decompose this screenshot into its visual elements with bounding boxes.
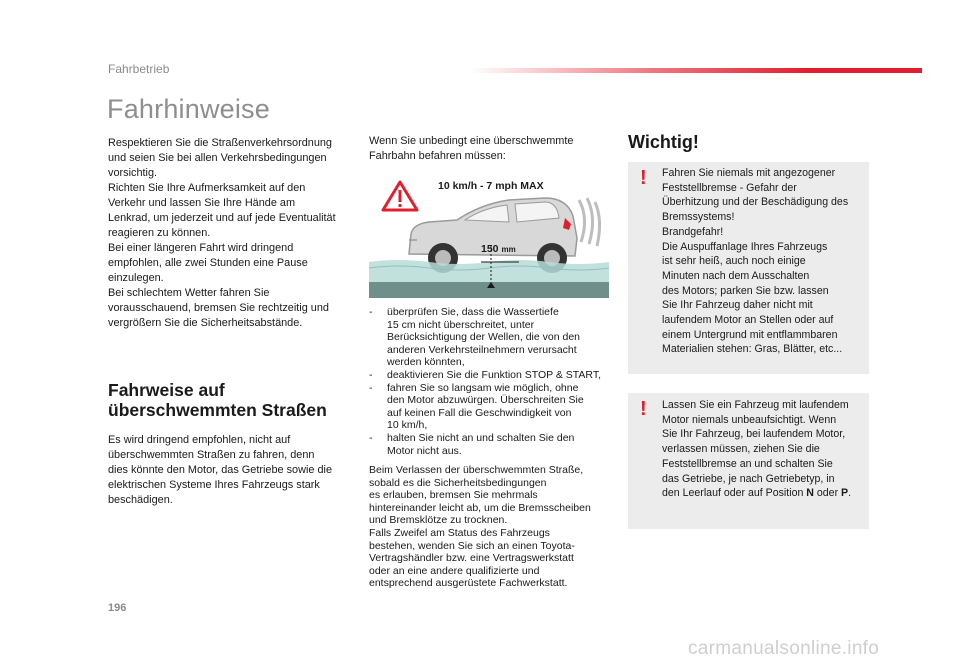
exclamation-icon: ! xyxy=(640,398,647,420)
flood-steps-list xyxy=(369,306,617,457)
warning-box-parking-brake xyxy=(628,162,869,374)
list-item xyxy=(369,382,617,432)
list-dash: - xyxy=(369,306,373,318)
list-item-text: deaktivieren Sie die Funktion STOP & START, xyxy=(387,368,601,381)
header-accent-bar xyxy=(470,68,922,73)
flood-heading: Fahrweise auf überschwemmten Straßen xyxy=(108,380,327,420)
gear-neutral: N xyxy=(806,487,814,500)
page-title: Fahrhinweise xyxy=(107,94,270,124)
intro-paragraph: Respektieren Sie die Straßenverkehrsordnung und seien Sie bei allen Verkehrsbedingungen vorsichtig. Richten Sie Ihre Aufmerksamkeit auf den Verkehr und lassen Sie Ihre Hände am Lenkrad, um jederzeit und auf jede Eventualität reagieren zu können. Bei einer längeren Fahrt wird dringend empfohlen, alle zwei Stunden eine Pause einzulegen. Bei schlechtem Wetter fahren Sie vorausschauend, bremsen Sie rechtzeitig und vergrößern Sie die Sicherheitsabstände. xyxy=(108,137,336,329)
warning-text xyxy=(662,398,862,501)
motion-lines-icon xyxy=(579,198,600,246)
left-column xyxy=(108,136,358,508)
depth-unit: mm xyxy=(501,245,516,254)
list-item-text: überprüfen Sie, dass die Wassertiefe 15 cm nicht überschreitet, unter Berücksichtigung der Wellen, die von den anderen Verkehrsteilnehmern verursacht werden könnten, xyxy=(387,306,581,369)
road-surface xyxy=(369,282,609,298)
depth-value: 150 xyxy=(481,243,499,255)
list-item-text: fahren Sie so langsam wie möglich, ohne den Motor abzuwürgen. Überschreiten Sie auf keinen Fall die Geschwindigkeit von 10 km/h, xyxy=(387,381,584,432)
flood-intro: Wenn Sie unbedingt eine überschwemmte Fahrbahn befahren müssen: xyxy=(369,135,574,162)
after-flood-paragraph: Beim Verlassen der überschwemmten Straße, sobald es die Sicherheitsbedingungen es erlauben, bremsen Sie mehrmals hintereinander leicht ab, um die Bremsscheiben und Bremsklötze zu trocknen. Falls Zweifel am Status des Fahrzeugs bestehen, wenden Sie sich an einen Toyota- Vertragshändler bzw. eine Vertragswerkstatt oder an eine andere qualifizierte und entsprechend ausgerüstete Fachwerkstatt. xyxy=(369,464,591,590)
flooded-road-illustration xyxy=(369,178,609,298)
flood-paragraph: Es wird dringend empfohlen, nicht auf überschwemmten Straßen zu fahren, denn dies könnte den Motor, das Getriebe sowie die elektrischen Systeme Ihres Fahrzeugs stark beschädigen. xyxy=(108,434,332,506)
list-dash: - xyxy=(369,381,373,394)
warning-triangle-icon xyxy=(383,182,417,210)
warning-text-main: Lassen Sie ein Fahrzeug mit laufendem Motor niemals unbeaufsichtigt. Wenn Sie Ihr Fahrzeug, bei laufendem Motor, verlassen müssen, ziehen Sie die Feststellbremse an und schalten Sie das Getriebe, je nach Getriebetyp, in den Leerlauf oder auf Position xyxy=(662,399,849,500)
list-item xyxy=(369,369,617,382)
water-surface xyxy=(369,260,609,282)
section-label: Fahrbetrieb xyxy=(108,62,170,76)
warning-text-connector: oder xyxy=(813,487,842,500)
speed-limit-label: 10 km/h - 7 mph MAX xyxy=(438,180,544,192)
page-number: 196 xyxy=(108,602,127,614)
warning-text-end: . xyxy=(848,487,852,500)
warning-text: Fahren Sie niemals mit angezogener Feststellbremse - Gefahr der Überhitzung und der Beschädigung des Bremssystems! Brandgefahr! Die Auspuffanlage Ihres Fahrzeugs ist sehr heiß, auch noch einige Minuten nach dem Ausschalten des Motors; parken Sie bzw. lassen Sie Ihr Fahrzeug daher nicht mit laufendem Motor an Stellen oder auf einem Untergrund mit entflammbaren Materialien stehen: Gras, Blätter, etc... xyxy=(662,167,849,356)
list-dash: - xyxy=(369,368,373,381)
list-item xyxy=(369,432,617,457)
important-title: Wichtig! xyxy=(628,132,699,152)
list-item-text: halten Sie nicht an und schalten Sie den Motor nicht aus. xyxy=(387,431,575,457)
exclamation-icon: ! xyxy=(640,167,647,189)
watermark: carmanualsonline.info xyxy=(688,638,880,659)
middle-column-intro xyxy=(369,134,617,164)
warning-box-unattended xyxy=(628,393,869,529)
depth-label xyxy=(481,243,516,255)
list-item xyxy=(369,306,617,369)
list-dash: - xyxy=(369,431,373,444)
gear-park: P xyxy=(841,487,849,500)
